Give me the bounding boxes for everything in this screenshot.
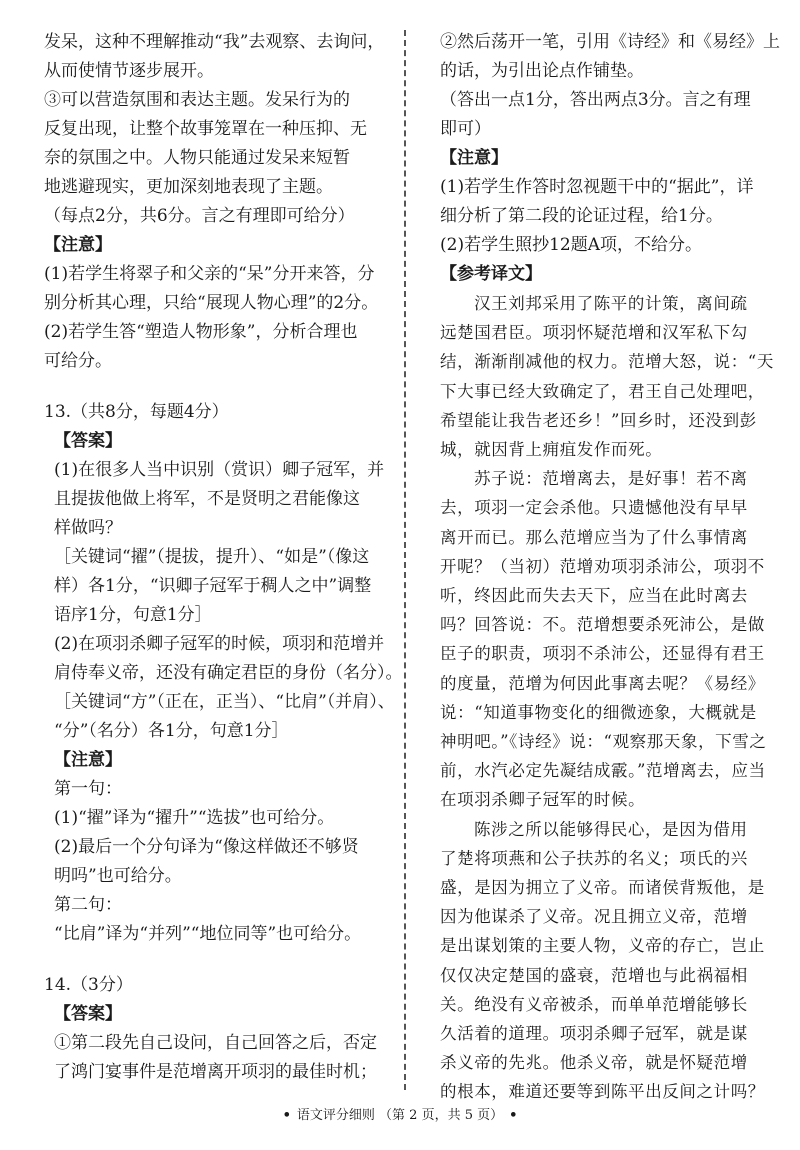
right-text-line: 神明吧。”《诗经》说：“观察那天象，下雪之 [440, 732, 767, 752]
left-text-line: 第二句： [54, 895, 122, 915]
right-text-line: 城，就因背上痈疽发作而死。 [440, 440, 663, 460]
right-text-line: 听，终因此而失去天下，应当在此时离去 [440, 586, 748, 606]
left-text-line: 14.（3分） [44, 975, 133, 995]
right-text-line: 仅仅决定楚国的盛衰，范增也与此祸福相 [440, 965, 748, 985]
right-text-line: 在项羽杀卿子冠军的时候。 [440, 790, 646, 810]
right-text-line: 因为他谋杀了义帝。况且拥立义帝，范增 [440, 907, 748, 927]
left-text-line: 反复出现，让整个故事笼罩在一种压抑、无 [44, 119, 367, 139]
left-text-line: (2)在项羽杀卿子冠军的时候，项羽和范增并 [54, 634, 385, 654]
left-column [44, 28, 403, 1087]
left-text-line: 样）各1分，“识卿子冠军于稠人之中”调整 [54, 576, 372, 596]
right-text-line: 盛，是因为拥立了义帝。而诸侯背叛他，是 [440, 878, 765, 898]
right-text-line: 希望能让我告老还乡！”回乡时，还没到彭 [440, 410, 757, 430]
left-text-line: 地逃避现实，更加深刻地表现了主题。 [44, 177, 333, 197]
left-section-heading: 【答案】 [54, 431, 122, 451]
left-text-line: (1)“擢”译为“擢升”“选拔”也可给分。 [54, 808, 335, 828]
left-text-line: ①第二段先自己设问，自己回答之后，否定 [54, 1033, 377, 1053]
right-text-line: 汉王刘邦采用了陈平的计策，离间疏 [474, 294, 748, 313]
left-text-line: 13.（共8分，每题4分） [44, 402, 229, 422]
right-section-heading: 【注意】 [440, 148, 508, 168]
right-text-line: 吗？回答说：不。范增想要杀死沛公，是做 [440, 615, 765, 635]
right-column [440, 28, 780, 1107]
right-text-line: 苏子说：范增离去，是好事！若不离 [474, 469, 748, 489]
right-text-line: （答出一点1分，答出两点3分。言之有理 [440, 90, 751, 110]
left-text-line: (2)若学生答“塑造人物形象”，分析合理也 [44, 322, 358, 342]
left-text-line: “比肩”译为“并列”“地位同等”也可给分。 [54, 924, 362, 944]
left-text-line: 了鸿门宴事件是范增离开项羽的最佳时机； [54, 1062, 377, 1082]
right-text-line: 开呢？（当初）范增劝项羽杀沛公，项羽不 [440, 556, 765, 576]
right-text-line: 是出谋划策的主要人物，义帝的存亡，岂止 [440, 936, 765, 956]
right-text-line: 杀义帝的先兆。他杀义帝，就是怀疑范增 [440, 1053, 748, 1073]
right-text-line: 的话，为引出论点作铺垫。 [440, 61, 644, 81]
right-text-line: 关。绝没有义帝被杀，而单单范增能够长 [440, 994, 748, 1014]
left-text-line: (1)在很多人当中识别（赏识）卿子冠军，并 [54, 460, 385, 480]
left-text-line: 可给分。 [44, 351, 112, 371]
left-text-line: 明吗”也可给分。 [54, 866, 182, 886]
right-text-line: 了楚将项燕和公子扶苏的名义；项氏的兴 [440, 848, 748, 868]
left-text-line: “分”（名分）各1分，句意1分］ [54, 721, 289, 741]
footer-bullet-right: • [509, 1108, 518, 1123]
right-text-line: 的根本，难道还要等到陈平出反间之计吗？ [440, 1082, 765, 1102]
left-text-line: 第一句： [54, 779, 122, 799]
left-text-line: 奈的氛围之中。人物只能通过发呆来短暂 [44, 148, 350, 168]
right-text-line: 即可） [440, 119, 491, 139]
right-text-line: 陈涉之所以能够得民心，是因为借用 [474, 819, 748, 839]
left-text-line: 从而使情节逐步展开。 [44, 61, 214, 81]
right-text-line: (2)若学生照抄12题A项，不给分。 [440, 235, 702, 255]
left-section-heading: 【注意】 [44, 235, 112, 255]
right-text-line: (1)若学生作答时忽视题干中的“据此”，详 [440, 177, 754, 197]
right-text-line: 前，水汽必定先凝结成霰。”范增离去，应当 [440, 761, 766, 781]
left-section-heading: 【答案】 [54, 1004, 122, 1024]
left-text-line: 且提拔他做上将军，不是贤明之君能像这 [54, 489, 360, 509]
left-text-line: 肩侍奉义帝，还没有确定君臣的身份（名分）。 [54, 663, 403, 683]
left-text-line: (1)若学生将翠子和父亲的“呆”分开来答，分 [44, 264, 375, 284]
right-text-line: ②然后荡开一笔，引用《诗经》和《易经》上 [440, 32, 780, 52]
left-text-line: 发呆，这种不理解推动“我”去观察、去询问， [44, 32, 385, 52]
right-text-line: 远楚国君臣。项羽怀疑范增和汉军私下勾 [440, 323, 748, 343]
left-text-line: (2)最后一个分句译为“像这样做还不够贤 [54, 837, 359, 857]
left-spacer [44, 949, 392, 971]
footer-title: 语文评分细则 [296, 1108, 375, 1123]
left-text-line: （每点2分，共6分。言之有理即可给分） [44, 206, 355, 226]
right-text-line: 细分析了第二段的论证过程，给1分。 [440, 206, 723, 226]
right-text-line: 去，项羽一定会杀他。只遗憾他没有早早 [440, 498, 748, 518]
right-text-line: 下大事已经大致确定了，君王自己处理吧， [440, 381, 765, 401]
left-text-line: 别分析其心理，只给“展现人物心理”的2分。 [44, 293, 379, 313]
left-spacer [44, 376, 392, 398]
right-section-heading: 【参考译文】 [440, 264, 542, 284]
right-text-line: 久活着的道理。项羽杀卿子冠军，就是谋 [440, 1024, 748, 1044]
page-footer [0, 1106, 800, 1126]
footer-page-number: （第 2 页，共 5 页） [379, 1108, 504, 1123]
right-text-line: 臣子的职责，项羽不杀沛公，还显得有君王 [440, 644, 765, 664]
column-divider [404, 30, 406, 1090]
left-text-line: 样做吗？ [54, 518, 122, 538]
right-text-line: 结，渐渐削减他的权力。范增大怒，说：“天 [440, 352, 774, 372]
right-text-line: 的度量，范增为何因此事离去呢？《易经》 [440, 673, 765, 693]
footer-bullet-left: • [282, 1108, 291, 1123]
right-text-line: 说：“知道事物变化的细微迹象，大概就是 [440, 702, 757, 722]
left-text-line: ③可以营造氛围和表达主题。发呆行为的 [44, 90, 350, 110]
right-text-line: 离开而已。那么范增应当为了什么事情离 [440, 527, 748, 547]
left-text-line: 语序1分，句意1分］ [54, 605, 212, 625]
left-section-heading: 【注意】 [54, 750, 122, 770]
left-text-line: ［关键词“方”（正在，正当）、“比肩”（并肩）、 [54, 692, 395, 712]
left-text-line: ［关键词“擢”（提拔，提升）、“如是”（像这 [54, 547, 370, 567]
